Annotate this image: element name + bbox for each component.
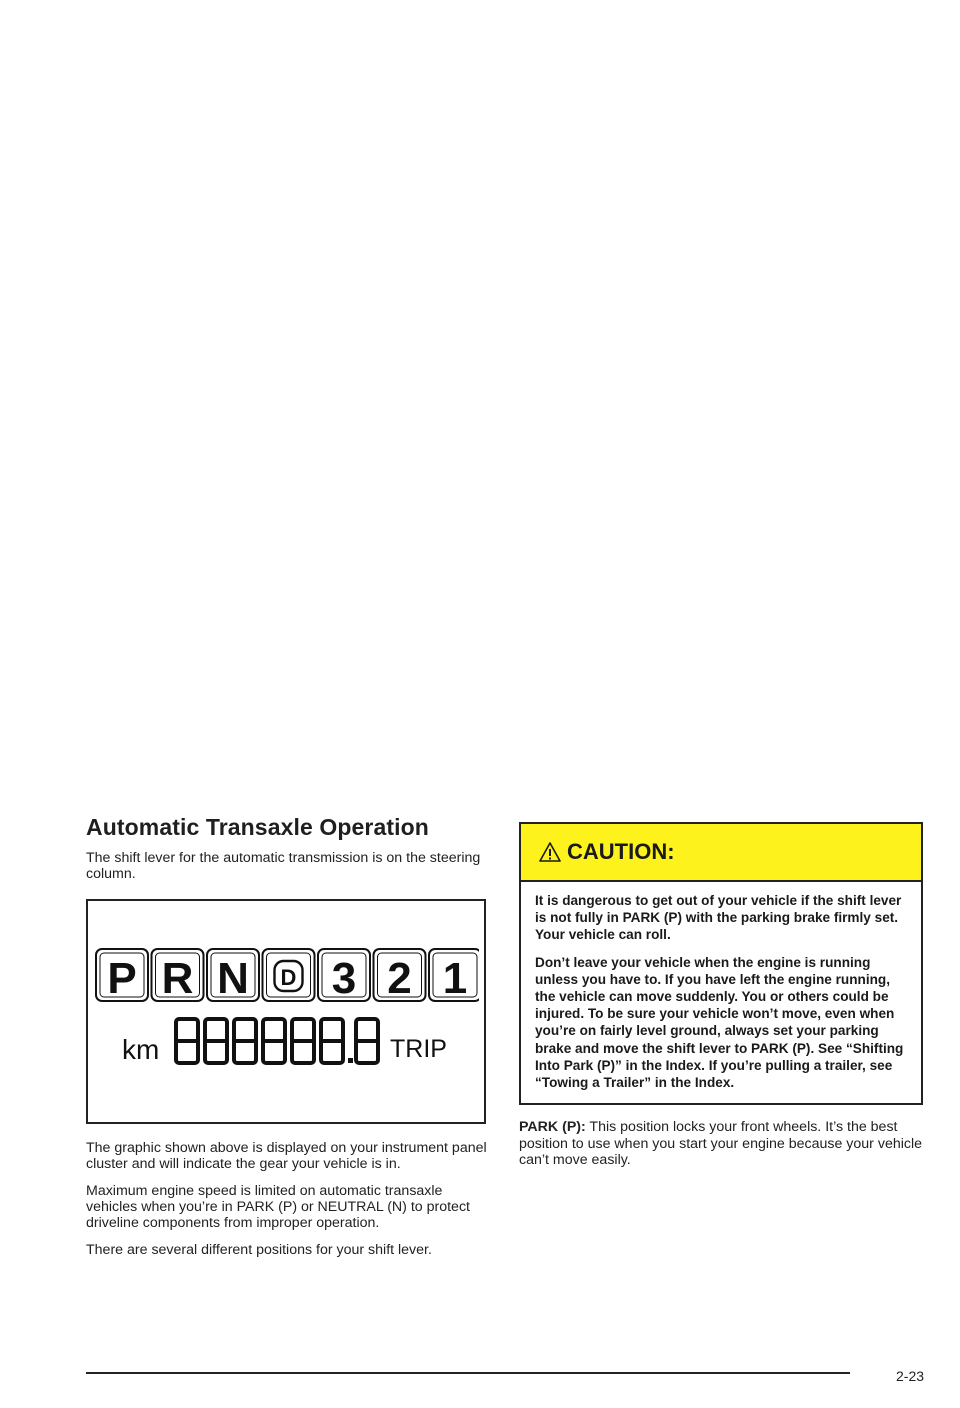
- gear-box-d: [263, 949, 315, 1001]
- gear-box-n: [207, 949, 259, 1003]
- warning-triangle-icon: [539, 841, 561, 863]
- odometer-digit: [205, 1019, 227, 1063]
- caution-body: [521, 882, 921, 1103]
- gear-label-p: P: [107, 953, 137, 1003]
- caution-title: CAUTION:: [567, 839, 675, 864]
- footer-rule: [86, 1372, 850, 1374]
- paragraph-shift-positions: There are several different positions for your shift lever.: [86, 1241, 432, 1258]
- odometer-digit: [321, 1019, 343, 1063]
- odometer-graphic: [122, 1013, 462, 1069]
- odometer-digit: [263, 1019, 285, 1063]
- park-label: PARK (P):: [519, 1119, 586, 1136]
- gear-box-3: [318, 949, 370, 1003]
- odometer-decimal-point: [348, 1058, 353, 1063]
- gear-label-1: 1: [442, 953, 468, 1003]
- gear-label-3: 3: [331, 953, 357, 1003]
- park-paragraph: [519, 1119, 923, 1168]
- left-column: [86, 812, 490, 1258]
- gear-label-d: D: [280, 964, 297, 990]
- odometer-digit: [234, 1019, 256, 1063]
- odometer-row: [122, 1013, 462, 1069]
- odometer-digit: [356, 1019, 378, 1063]
- odometer-digits: [176, 1019, 378, 1063]
- gear-box-1: [429, 949, 479, 1003]
- right-column: [519, 822, 923, 1168]
- park-text: This position locks your front wheels. It’s the best position to use when you start your engine because your vehicle can’t move easily.: [519, 1119, 923, 1169]
- instrument-display-figure: [86, 899, 486, 1124]
- odometer-digit: [176, 1019, 198, 1063]
- odometer-unit: km: [122, 1033, 160, 1065]
- caution-paragraph-1: It is dangerous to get out of your vehicle if the shift lever is not fully in PARK (P) with the parking brake firmly set. Your vehicle can roll.: [535, 893, 902, 943]
- gear-box-2: [374, 949, 426, 1003]
- gear-box-p: [96, 949, 148, 1003]
- gear-label-n: N: [217, 953, 249, 1003]
- gear-indicator-graphic: [95, 947, 479, 1003]
- gear-box-r: [152, 949, 204, 1003]
- section-title: Automatic Transaxle Operation: [86, 814, 429, 840]
- page-number: 2-23: [896, 1368, 925, 1384]
- gear-label-r: R: [161, 953, 194, 1003]
- trip-label: TRIP: [390, 1034, 447, 1063]
- odometer-digit: [292, 1019, 314, 1063]
- caution-paragraph-2: Don’t leave your vehicle when the engine is running unless you have to. If you have left the engine running, the vehicle can move suddenly. You or others could be injured. To be sure your vehicle won’t move, even when you’re on fairly level ground, always set your parking brake and move the shift lever to PARK (P). See “Shifting Into Park (P)” in the Index. If you’re pulling a trailer, see “Towing a Trailer” in the Index.: [535, 954, 904, 1091]
- paragraph-graphic-description: The graphic shown above is displayed on your instrument panel cluster and will indicate the gear your vehicle is in.: [86, 1139, 487, 1173]
- caution-box: [519, 822, 923, 1105]
- intro-paragraph: The shift lever for the automatic transmission is on the steering column.: [86, 850, 481, 883]
- paragraph-engine-speed: Maximum engine speed is limited on automatic transaxle vehicles when you’re in PARK (P) or NEUTRAL (N) to protect driveline components from improper operation.: [86, 1182, 470, 1232]
- caution-header: [521, 824, 921, 882]
- gear-label-2: 2: [387, 953, 412, 1003]
- gear-indicator-row: [95, 947, 479, 1003]
